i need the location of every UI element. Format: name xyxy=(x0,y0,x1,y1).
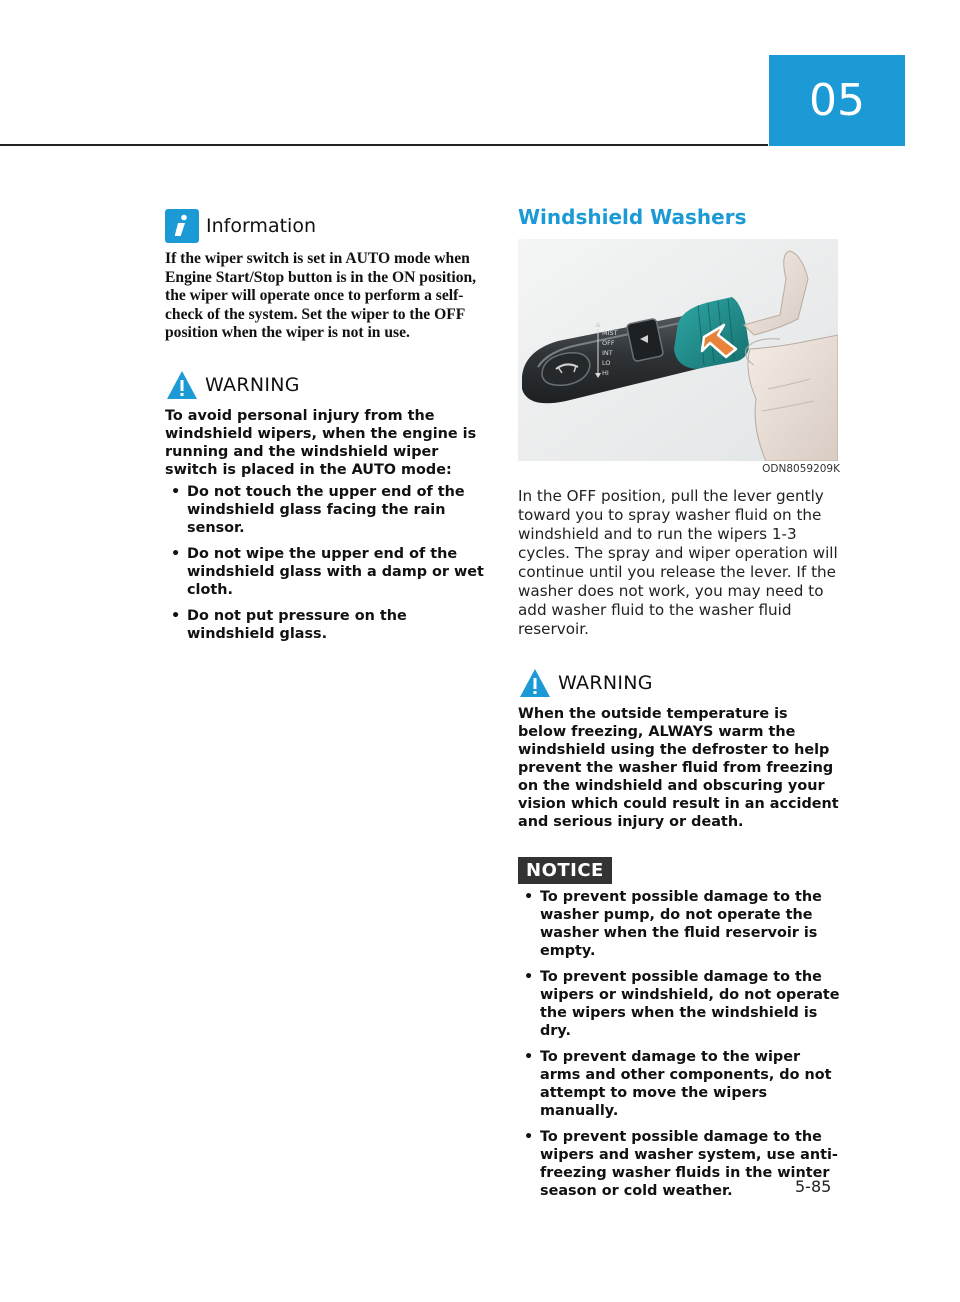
info-icon xyxy=(165,209,199,243)
svg-text:LO: LO xyxy=(602,359,611,367)
list-item: • To prevent possible damage to the wipers and washer system, use anti-freezing washer fluids in the winter season or cold weather. xyxy=(524,1129,838,1199)
right-column xyxy=(518,205,840,1208)
chapter-tab xyxy=(769,55,905,146)
header-rule xyxy=(0,144,768,146)
warning-left-list xyxy=(165,483,487,643)
warning-icon xyxy=(165,369,199,401)
chapter-number: 05 xyxy=(809,75,865,126)
washers-body: In the OFF position, pull the lever gently toward you to spray washer fluid on the windshield and to run the wipers 1-3 cycles. The spray and wiper operation will continue until you release the lever. If the washer does not work, you may need to add washer fluid to the washer fluid reservoir. xyxy=(518,487,838,638)
warning-icon xyxy=(518,667,552,699)
information-heading: Information xyxy=(206,215,316,237)
svg-text:MIST: MIST xyxy=(602,329,618,337)
notice-list xyxy=(518,888,840,1200)
svg-text:INT: INT xyxy=(602,349,613,357)
list-item: • To prevent damage to the wiper arms and other components, do not attempt to move the wipers manually. xyxy=(524,1049,832,1119)
image-caption: ODN8059209K xyxy=(762,463,840,475)
list-item: • Do not wipe the upper end of the windshield glass with a damp or wet cloth. xyxy=(171,545,484,598)
list-item: • Do not touch the upper end of the windshield glass facing the rain sensor. xyxy=(171,483,465,536)
information-header xyxy=(165,208,487,244)
warning-right-header xyxy=(518,665,840,701)
section-heading: Windshield Washers xyxy=(518,205,747,229)
page-number: 5-85 xyxy=(795,1177,832,1196)
information-body: If the wiper switch is set in AUTO mode when Engine Start/Stop button is in the ON position, the wiper will operate once to perform a self-check of the system. Set the wiper to the OFF position when the wiper is not in use. xyxy=(165,250,477,341)
notice-badge: NOTICE xyxy=(518,857,612,884)
wiper-lever-photo xyxy=(518,239,838,461)
warning-left-heading: WARNING xyxy=(205,373,300,396)
svg-text:OFF: OFF xyxy=(602,339,615,347)
left-column xyxy=(165,208,487,651)
warning-right-heading: WARNING xyxy=(558,672,653,694)
warning-left-intro: To avoid personal injury from the windshield wipers, when the engine is running and the windshield wiper switch is placed in the AUTO mode: xyxy=(165,407,477,478)
list-item: • Do not put pressure on the windshield glass. xyxy=(171,607,407,642)
warning-right-body: When the outside temperature is below freezing, ALWAYS warm the windshield using the defroster to help prevent the washer fluid from freezing on the windshield and obscuring your vision which could result in an accident and serious injury or death. xyxy=(518,706,839,830)
list-item: • To prevent possible damage to the wipers or windshield, do not operate the wipers when the windshield is dry. xyxy=(524,969,840,1039)
svg-text:HI: HI xyxy=(602,369,609,377)
warning-left-header xyxy=(165,367,487,403)
list-item: • To prevent possible damage to the washer pump, do not operate the washer when the fluid reservoir is empty. xyxy=(524,889,822,959)
